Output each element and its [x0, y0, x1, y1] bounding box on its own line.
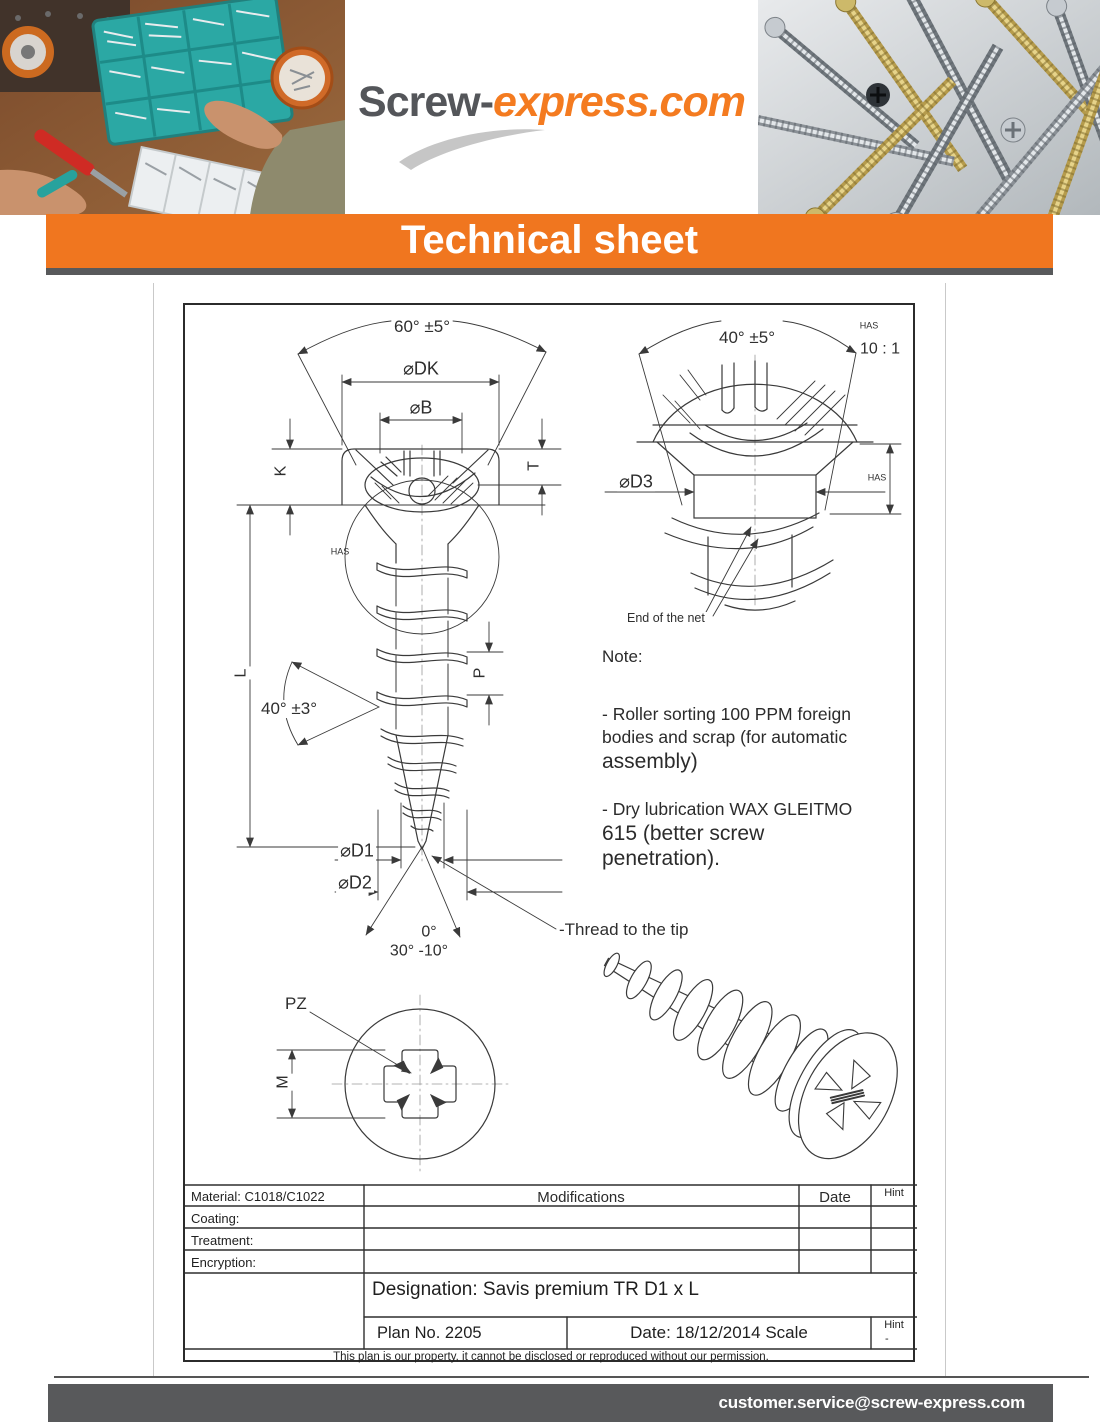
dim-label-tip-angle-2: 30° -10° — [389, 942, 449, 960]
dim-label-b: ⌀B — [409, 397, 433, 418]
hint-cell-label: Hint — [884, 1319, 904, 1331]
callout-end-of-net: End of the net — [627, 611, 705, 625]
page-title-banner — [46, 214, 1053, 268]
dim-label-p: P — [471, 667, 489, 679]
label-has-detail-top: HAS — [859, 320, 879, 331]
note-line: - Dry lubrication WAX GLEITMO — [602, 799, 853, 819]
logo-text — [345, 78, 758, 127]
dim-label-thread-angle: 40° ±3° — [260, 699, 318, 719]
footer-bar — [48, 1384, 1053, 1422]
label-has-main: HAS — [330, 546, 350, 557]
dim-label-k: K — [272, 465, 290, 477]
material-field: Material: C1018/C1022 — [191, 1189, 325, 1204]
note-title: Note: — [602, 647, 643, 666]
coating-field: Coating: — [191, 1211, 240, 1226]
callout-thread-to-tip: -Thread to the tip — [559, 920, 689, 939]
dim-label-dk: ⌀DK — [403, 358, 439, 379]
photo-workbench — [0, 0, 345, 215]
logo-part1: Screw- — [358, 78, 494, 126]
screw-3d-view — [574, 902, 917, 1175]
page-title: Technical sheet — [400, 218, 699, 262]
pz-recess-view — [274, 995, 508, 1173]
sheet-border-left — [153, 283, 154, 1377]
dim-label-l: L — [232, 668, 250, 678]
dim-label-d2: ⌀D2 — [338, 872, 372, 893]
designation-field: Designation: Savis premium TR D1 x L — [372, 1279, 699, 1300]
note-line: assembly) — [602, 750, 698, 773]
photo-screw-pile — [758, 0, 1100, 215]
treatment-field: Treatment: — [191, 1233, 254, 1248]
date-header: Date — [819, 1189, 851, 1206]
contact-email-link[interactable]: customer.service@screw-express.com — [718, 1393, 1025, 1412]
hint-cell-value: - — [885, 1333, 889, 1345]
note-line: - Roller sorting 100 PPM foreign — [602, 704, 851, 724]
dim-label-d1: ⌀D1 — [340, 840, 374, 861]
note-line: 615 (better screw — [602, 822, 765, 845]
drawing-frame — [183, 303, 915, 1362]
hint-header: Hint — [884, 1187, 904, 1199]
dim-label-t: T — [525, 461, 543, 471]
dim-label-m: M — [274, 1075, 292, 1089]
thread-detail-view — [605, 321, 901, 616]
encryption-field: Encryption: — [191, 1255, 257, 1270]
note-line: bodies and scrap (for automatic — [602, 727, 848, 747]
logo-part2: express.com — [493, 78, 745, 126]
screw-front-view — [237, 321, 562, 937]
label-detail-scale: 10 : 1 — [859, 340, 901, 358]
logo-swoosh-icon — [393, 122, 553, 170]
dim-label-has: HAS — [867, 472, 887, 483]
plan-no-field: Plan No. 2205 — [377, 1324, 482, 1342]
dim-label-d3: ⌀D3 — [619, 471, 653, 492]
dim-label-head-angle: 60° ±5° — [393, 317, 451, 337]
dim-label-detail-angle: 40° ±5° — [718, 328, 776, 348]
modifications-header: Modifications — [537, 1189, 625, 1206]
bottom-rule — [54, 1376, 1089, 1378]
note-line: penetration). — [602, 847, 720, 870]
sheet-border-right — [945, 283, 946, 1377]
note-block — [602, 647, 902, 871]
dim-label-tip-angle-1: 0° — [421, 923, 437, 941]
label-pz: PZ — [285, 994, 307, 1013]
property-note: This plan is our property, it cannot be disclosed or reproduced without our permission. — [333, 1351, 769, 1363]
brand-logo[interactable] — [345, 0, 758, 215]
date-scale-field: Date: 18/12/2014 Scale — [630, 1323, 808, 1342]
banner-divider — [46, 268, 1053, 275]
